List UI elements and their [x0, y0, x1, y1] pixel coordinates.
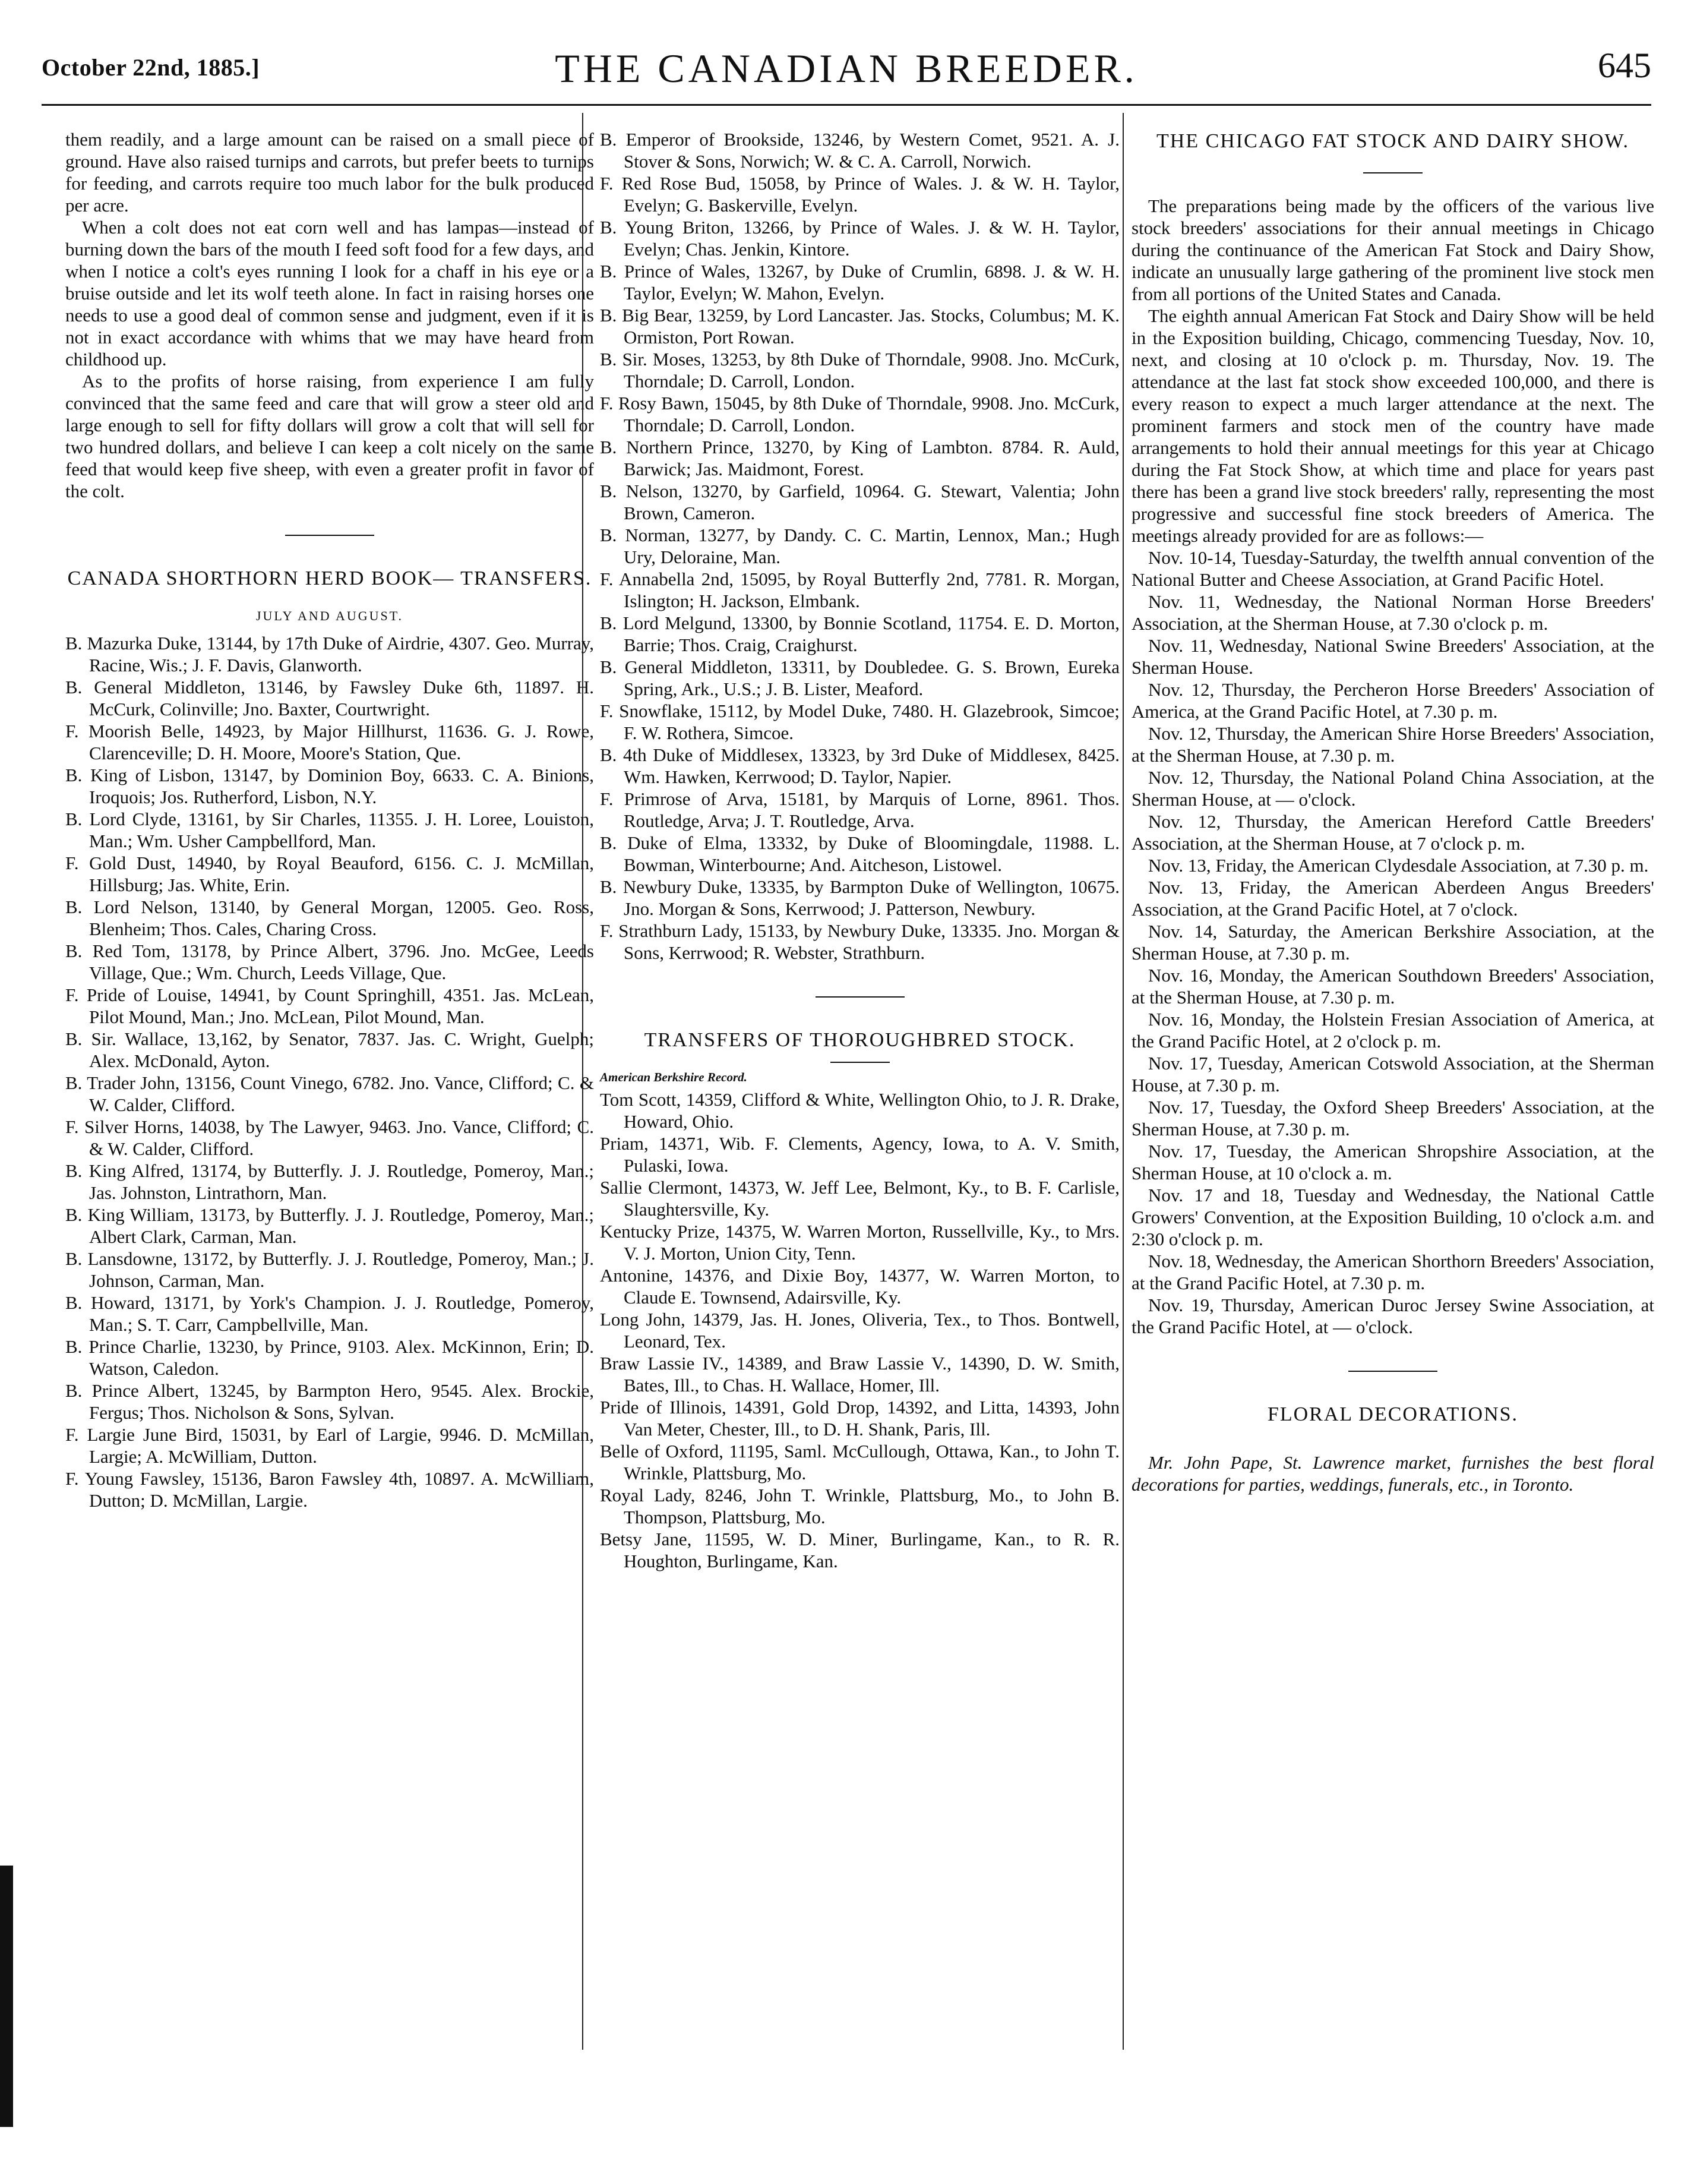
transfer-list — [65, 632, 594, 1511]
thoroughbred-list — [600, 1088, 1120, 1572]
page-number: 645 — [1598, 46, 1651, 85]
transfer-entry: Braw Lassie IV., 14389, and Braw Lassie V., 14390, D. W. Smith, Bates, Ill., to Chas. H. Wallace, Homer, Ill. — [600, 1353, 1120, 1396]
column-divider — [1123, 113, 1124, 2050]
section-divider — [1348, 1371, 1437, 1372]
meeting-entry: Nov. 16, Monday, the Holstein Fresian Association of America, at the Grand Pacific Hotel, at 2 o'clock p. m. — [1132, 1009, 1654, 1052]
source-label: American Berkshire Record. — [600, 1070, 747, 1084]
transfer-entry: F. Gold Dust, 14940, by Royal Beauford, 6156. C. J. McMillan, Hillsburg; Jas. White, Erin. — [65, 853, 594, 895]
transfer-entry: Priam, 14371, Wib. F. Clements, Agency, Iowa, to A. V. Smith, Pulaski, Iowa. — [600, 1133, 1120, 1176]
transfer-entry: Betsy Jane, 11595, W. D. Miner, Burlingame, Kan., to R. R. Houghton, Burlingame, Kan. — [600, 1529, 1120, 1571]
transfer-entry: B. Norman, 13277, by Dandy. C. C. Martin, Lennox, Man.; Hugh Ury, Deloraine, Man. — [600, 525, 1120, 567]
meeting-entry: Nov. 11, Wednesday, National Swine Breeders' Association, at the Sherman House. — [1132, 635, 1654, 678]
column-1 — [65, 128, 594, 1511]
transfer-entry: B. Trader John, 13156, Count Vinego, 6782. Jno. Vance, Clifford; C. & W. Calder, Clifford. — [65, 1072, 594, 1115]
transfer-entry: B. Lansdowne, 13172, by Butterfly. J. J. Routledge, Pomeroy, Man.; J. Johnson, Carman, Man. — [65, 1248, 594, 1291]
transfer-entry: B. Lord Melgund, 13300, by Bonnie Scotland, 11754. E. D. Morton, Barrie; Thos. Craig, Craighurst. — [600, 613, 1120, 655]
transfer-entry: Sallie Clermont, 14373, W. Jeff Lee, Belmont, Ky., to B. F. Carlisle, Slaughtersville, Ky. — [600, 1177, 1120, 1220]
meeting-entry: Nov. 12, Thursday, the American Shire Horse Breeders' Association, at the Sherman House, at 7.30 p. m. — [1132, 723, 1654, 766]
transfer-entry: F. Moorish Belle, 14923, by Major Hillhurst, 11636. G. J. Rowe, Clarenceville; D. H. Moore, Moore's Station, Que. — [65, 721, 594, 763]
transfer-entry: Belle of Oxford, 11195, Saml. McCullough, Ottawa, Kan., to John T. Wrinkle, Plattsburg, Mo. — [600, 1441, 1120, 1484]
transfer-entry: B. King William, 13173, by Butterfly. J. J. Routledge, Pomeroy, Man.; Albert Clark, Carman, Man. — [65, 1204, 594, 1247]
transfer-entry: F. Rosy Bawn, 15045, by 8th Duke of Thorndale, 9908. Jno. McCurk, Thorndale; D. Carroll, London. — [600, 393, 1120, 435]
column-2 — [600, 128, 1120, 1572]
article-paragraph: The preparations being made by the officers of the various live stock breeders' associations for their annual meetings in Chicago during the continuance of the American Fat Stock and Dairy Show, indicate an unusually large gathering of the prominent live stock men from all portions of the United States and Canada. — [1132, 195, 1654, 304]
meeting-entry: Nov. 11, Wednesday, the National Norman Horse Breeders' Association, at the Sherman House, at 7.30 o'clock p. m. — [1132, 591, 1654, 634]
transfer-entry: Antonine, 14376, and Dixie Boy, 14377, W. Warren Morton, to Claude E. Townsend, Adairsville, Ky. — [600, 1265, 1120, 1308]
meeting-entry: Nov. 12, Thursday, the Percheron Horse Breeders' Association of America, at the Grand Pacific Hotel, at 7.30 p. m. — [1132, 679, 1654, 722]
article-paragraph: As to the profits of horse raising, from experience I am fully convinced that the same feed and care that will grow a steer old and large enough to sell for fifty dollars will grow a colt that will sell for two hundred dollars, and believe I can keep a colt nicely on the same feed that would keep five sheep, with even a greater profit in favor of the colt. — [65, 371, 594, 501]
header-rule — [42, 104, 1651, 106]
transfer-entry: B. King Alfred, 13174, by Butterfly. J. J. Routledge, Pomeroy, Man.; Jas. Johnston, Lintrathorn, Man. — [65, 1160, 594, 1203]
newspaper-title: THE CANADIAN BREEDER. — [555, 46, 1138, 91]
transfer-entry: B. General Middleton, 13311, by Doubledee. G. S. Brown, Eureka Spring, Ark., U.S.; J. B. Lister, Meaford. — [600, 657, 1120, 699]
transfer-entry: Pride of Illinois, 14391, Gold Drop, 14392, and Litta, 14393, John Van Meter, Chester, Ill., to D. H. Shank, Paris, Ill. — [600, 1397, 1120, 1440]
meeting-entry: Nov. 14, Saturday, the American Berkshire Association, at the Sherman House, at 7.30 p. m. — [1132, 921, 1654, 964]
section-title: CANADA SHORTHORN HERD BOOK— TRANSFERS. — [67, 567, 592, 589]
section-title: FLORAL DECORATIONS. — [1267, 1403, 1519, 1425]
section-divider — [816, 996, 905, 998]
transfer-entry: B. Red Tom, 13178, by Prince Albert, 3796. Jno. McGee, Leeds Village, Que.; Wm. Church, Leeds Village, Que. — [65, 940, 594, 983]
transfer-entry: B. Young Briton, 13266, by Prince of Wales. J. & W. H. Taylor, Evelyn; Chas. Jenkin, Kintore. — [600, 217, 1120, 260]
transfer-entry: B. Emperor of Brookside, 13246, by Western Comet, 9521. A. J. Stover & Sons, Norwich; W. & C. A. Carroll, Norwich. — [600, 129, 1120, 172]
article-paragraph: them readily, and a large amount can be raised on a small piece of ground. Have also raised turnips and carrots, but prefer beets to turnips for feeding, and carrots require too much labor for the bulk produced per acre. — [65, 129, 594, 216]
issue-date: October 22nd, 1885.] — [42, 54, 260, 81]
transfer-entry: F. Pride of Louise, 14941, by Count Springhill, 4351. Jas. McLean, Pilot Mound, Man.; Jno. McLean, Pilot Mound, Man. — [65, 984, 594, 1027]
transfer-entry: B. Prince of Wales, 13267, by Duke of Crumlin, 6898. J. & W. H. Taylor, Evelyn; W. Mahon, Evelyn. — [600, 261, 1120, 304]
transfer-entry: B. Lord Nelson, 13140, by General Morgan, 12005. Geo. Ross, Blenheim; Thos. Cales, Charing Cross. — [65, 897, 594, 939]
transfer-entry: B. Big Bear, 13259, by Lord Lancaster. Jas. Stocks, Columbus; M. K. Ormiston, Port Rowan. — [600, 305, 1120, 348]
transfer-entry: F. Snowflake, 15112, by Model Duke, 7480. H. Glazebrook, Simcoe; F. W. Rothera, Simcoe. — [600, 700, 1120, 743]
transfer-entry: B. Sir. Moses, 13253, by 8th Duke of Thorndale, 9908. Jno. McCurk, Thorndale; D. Carroll, London. — [600, 349, 1120, 392]
transfer-entry: F. Silver Horns, 14038, by The Lawyer, 9463. Jno. Vance, Clifford; C. & W. Calder, Clifford. — [65, 1116, 594, 1159]
article-paragraph: The eighth annual American Fat Stock and Dairy Show will be held in the Exposition building, Chicago, commencing Tuesday, Nov. 10, next, and closing at 10 o'clock p. m. Thursday, Nov. 19. The attendance at the last fat stock show exceeded 100,000, and there is every reason to expect a much larger attendance at the next. The prominent farmers and stock men of the country have made arrangements to hold their annual meetings for this year at Chicago during the Fat Stock Show, at which time and place for years past there has been a grand live stock breeders' rally, representing the most progressive and successful fine stock breeders of America. The meetings already provided for are as follows:— — [1132, 305, 1654, 546]
article-paragraph: When a colt does not eat corn well and has lampas—instead of burning down the bars of the mouth I feed soft food for a few days, and when I notice a colt's eyes running I look for a chaff in his eye or a bruise outside and let its wolf teeth alone. In fact in raising horses one needs to use a good deal of common sense and judgment, even if it is not in exact accordance with whims that we may have heard from childhood up. — [65, 217, 594, 370]
meeting-list — [1132, 547, 1654, 1338]
transfer-entry: F. Primrose of Arva, 15181, by Marquis of Lorne, 8961. Thos. Routledge, Arva; J. T. Routledge, Arva. — [600, 788, 1120, 831]
article-paragraph: Mr. John Pape, St. Lawrence market, furnishes the best floral decorations for parties, weddings, funerals, etc., in Toronto. — [1132, 1452, 1654, 1495]
transfer-entry: B. Newbury Duke, 13335, by Barmpton Duke of Wellington, 10675. Jno. Morgan & Sons, Kerrwood; J. Patterson, Newbury. — [600, 876, 1120, 919]
transfer-entry: B. Howard, 13171, by York's Champion. J. J. Routledge, Pomeroy, Man.; S. T. Carr, Campbellville, Man. — [65, 1292, 594, 1335]
section-divider — [285, 535, 374, 536]
scan-margin-bar — [0, 1866, 13, 2127]
meeting-entry: Nov. 16, Monday, the American Southdown Breeders' Association, at the Sherman House, at 7.30 p. m. — [1132, 965, 1654, 1008]
page-header — [42, 40, 1651, 106]
transfer-entry: Tom Scott, 14359, Clifford & White, Wellington Ohio, to J. R. Drake, Howard, Ohio. — [600, 1089, 1120, 1132]
transfer-entry: B. King of Lisbon, 13147, by Dominion Boy, 6633. C. A. Binions, Iroquois; Jos. Rutherford, Lisbon, N.Y. — [65, 765, 594, 807]
meeting-entry: Nov. 10-14, Tuesday-Saturday, the twelfth annual convention of the National Butter and Cheese Association, at Grand Pacific Hotel. — [1132, 547, 1654, 590]
transfer-entry: B. Lord Clyde, 13161, by Sir Charles, 11355. J. H. Loree, Louiston, Man.; Wm. Usher Campbellford, Man. — [65, 809, 594, 851]
transfer-entry: F. Strathburn Lady, 15133, by Newbury Duke, 13335. Jno. Morgan & Sons, Kerrwood; R. Webster, Strathburn. — [600, 920, 1120, 963]
column-3 — [1132, 128, 1654, 1495]
transfer-entry: Kentucky Prize, 14375, W. Warren Morton, Russellville, Ky., to Mrs. V. J. Morton, Union City, Tenn. — [600, 1221, 1120, 1264]
meeting-entry: Nov. 18, Wednesday, the American Shorthorn Breeders' Association, at the Grand Pacific Hotel, at 7.30 p. m. — [1132, 1251, 1654, 1293]
transfer-entry: B. Nelson, 13270, by Garfield, 10964. G. Stewart, Valentia; John Brown, Cameron. — [600, 481, 1120, 523]
section-title: TRANSFERS OF THOROUGHBRED STOCK. — [644, 1029, 1076, 1051]
transfer-entry: B. Mazurka Duke, 13144, by 17th Duke of Airdrie, 4307. Geo. Murray, Racine, Wis.; J. F. Davis, Glanworth. — [65, 633, 594, 676]
transfer-list — [600, 128, 1120, 964]
meeting-entry: Nov. 17, Tuesday, the American Shropshire Association, at the Sherman House, at 10 o'clock a. m. — [1132, 1141, 1654, 1183]
meeting-entry: Nov. 13, Friday, the American Clydesdale Association, at 7.30 p. m. — [1148, 855, 1649, 876]
transfer-entry: B. Duke of Elma, 13332, by Duke of Bloomingdale, 11988. L. Bowman, Winterbourne; And. Aitcheson, Listowel. — [600, 832, 1120, 875]
transfer-entry: F. Largie June Bird, 15031, by Earl of Largie, 9946. D. McMillan, Largie; A. McWilliam, Dutton. — [65, 1424, 594, 1467]
title-rule — [830, 1062, 890, 1063]
transfer-entry: B. 4th Duke of Middlesex, 13323, by 3rd Duke of Middlesex, 8425. Wm. Hawken, Kerrwood; D. Taylor, Napier. — [600, 744, 1120, 787]
meeting-entry: Nov. 17, Tuesday, the Oxford Sheep Breeders' Association, at the Sherman House, at 7.30 p. m. — [1132, 1097, 1654, 1140]
transfer-entry: Long John, 14379, Jas. H. Jones, Oliveria, Tex., to Thos. Bontwell, Leonard, Tex. — [600, 1309, 1120, 1352]
meeting-entry: Nov. 12, Thursday, the American Hereford Cattle Breeders' Association, at the Sherman House, at 7 o'clock p. m. — [1132, 811, 1654, 854]
meeting-entry: Nov. 17 and 18, Tuesday and Wednesday, the National Cattle Growers' Convention, at the Exposition Building, 10 o'clock a.m. and 2:30 o'clock p. m. — [1132, 1185, 1654, 1249]
transfer-entry: B. Northern Prince, 13270, by King of Lambton. 8784. R. Auld, Barwick; Jas. Maidmont, Forest. — [600, 437, 1120, 479]
transfer-entry: B. Prince Albert, 13245, by Barmpton Hero, 9545. Alex. Brockie, Fergus; Thos. Nicholson & Sons, Sylvan. — [65, 1380, 594, 1423]
transfer-entry: F. Young Fawsley, 15136, Baron Fawsley 4th, 10897. A. McWilliam, Dutton; D. McMillan, Largie. — [65, 1468, 594, 1511]
transfer-entry: F. Annabella 2nd, 15095, by Royal Butterfly 2nd, 7781. R. Morgan, Islington; H. Jackson, Elmbank. — [600, 569, 1120, 611]
meeting-entry: Nov. 19, Thursday, American Duroc Jersey Swine Association, at the Grand Pacific Hotel, at — o'clock. — [1132, 1295, 1654, 1337]
transfer-entry: F. Red Rose Bud, 15058, by Prince of Wales. J. & W. H. Taylor, Evelyn; G. Baskerville, Evelyn. — [600, 173, 1120, 216]
meeting-entry: Nov. 17, Tuesday, American Cotswold Association, at the Sherman House, at 7.30 p. m. — [1132, 1053, 1654, 1096]
transfer-entry: Royal Lady, 8246, John T. Wrinkle, Plattsburg, Mo., to John B. Thompson, Plattsburg, Mo. — [600, 1485, 1120, 1527]
transfer-entry: B. General Middleton, 13146, by Fawsley Duke 6th, 11897. H. McCurk, Colinville; Jno. Baxter, Courtwright. — [65, 677, 594, 719]
sub-heading: JULY AND AUGUST. — [255, 608, 404, 623]
meeting-entry: Nov. 13, Friday, the American Aberdeen Angus Breeders' Association, at the Grand Pacific Hotel, at 7 o'clock. — [1132, 877, 1654, 920]
title-rule — [1363, 172, 1423, 173]
section-title: THE CHICAGO FAT STOCK AND DAIRY SHOW. — [1156, 130, 1629, 152]
transfer-entry: B. Sir. Wallace, 13,162, by Senator, 7837. Jas. C. Wright, Guelph; Alex. McDonald, Ayton. — [65, 1028, 594, 1071]
meeting-entry: Nov. 12, Thursday, the National Poland China Association, at the Sherman House, at — o'clock. — [1132, 767, 1654, 810]
spacer — [1132, 1428, 1654, 1451]
transfer-entry: B. Prince Charlie, 13230, by Prince, 9103. Alex. McKinnon, Erin; D. Watson, Caledon. — [65, 1336, 594, 1379]
